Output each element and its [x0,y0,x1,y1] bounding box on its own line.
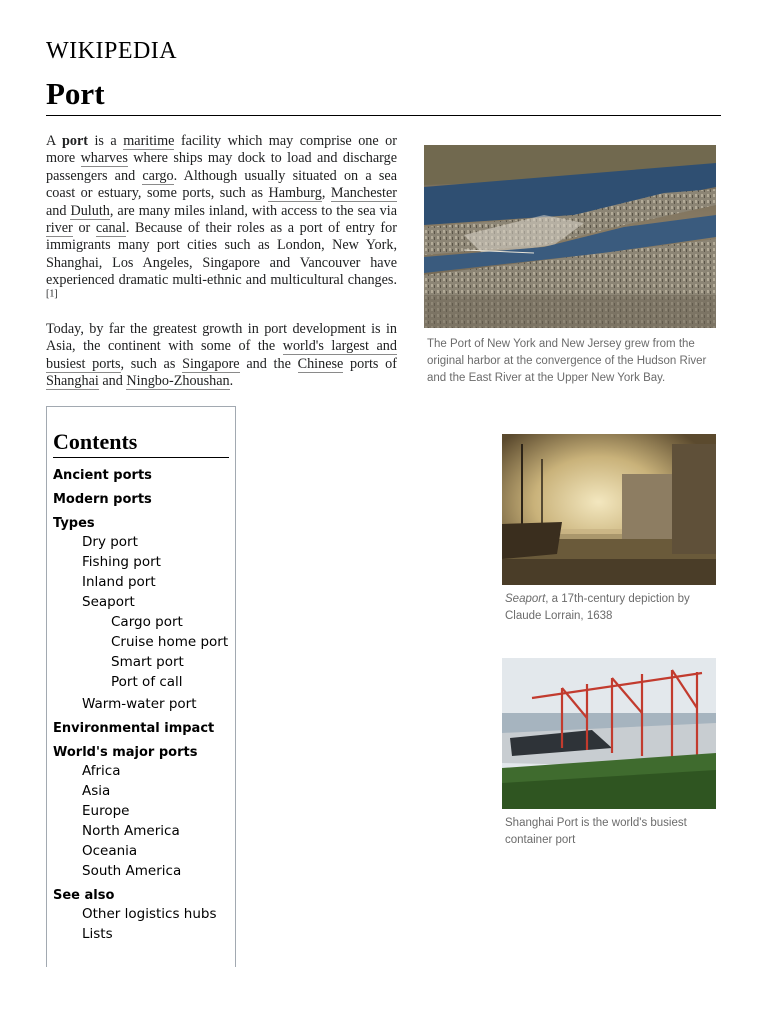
text-run: , [321,185,331,202]
text-run: is a [87,133,124,149]
toc-item[interactable]: Africa [82,763,121,779]
toc-item[interactable]: South America [82,863,182,879]
toc-item[interactable]: Asia [82,783,111,799]
article-link[interactable]: Manchester [330,185,398,202]
article-link[interactable]: cargo [142,167,174,184]
article-link[interactable]: Shanghai [46,373,99,390]
lead-section [46,133,397,405]
figure-shanghai [502,658,716,849]
text-run: facility which may comprise one or more [46,133,398,167]
article-link[interactable]: world's largest and busiest ports [46,338,397,372]
toc-item[interactable]: Other logistics hubs [82,906,217,922]
toc-item[interactable]: Cruise home port [111,634,229,650]
article-link[interactable]: Chinese [297,355,344,372]
article-link[interactable]: river [46,220,73,237]
text-run: A [46,133,62,149]
article-link[interactable]: Singapore [182,355,240,372]
article-link[interactable]: maritime [123,133,175,149]
text-run: Today, by far the greatest growth in port development is in Asia, the continent with some of the [46,321,397,355]
seaport-caption-rest: , a 17th-century depiction by Claude Lorrain, 1638 [505,593,690,622]
text-run: , such as [120,355,183,372]
bold-term: port [61,133,88,149]
toc-item[interactable]: Port of call [111,674,183,690]
toc-item[interactable]: Oceania [82,843,138,859]
text-run: , are many miles inland, with access to the sea via [109,202,397,219]
text-run: . [229,373,234,390]
toc-item[interactable]: Smart port [111,654,184,670]
toc-item[interactable]: World's major ports [53,745,198,760]
toc-item[interactable]: Ancient ports [53,468,152,483]
article-link[interactable]: Ningbo-Zhoushan [126,373,230,390]
toc-item[interactable]: North America [82,823,180,839]
lead-paragraph [46,321,397,391]
article-link[interactable]: Duluth [70,202,110,219]
shanghai-caption: Shanghai Port is the world's busiest container port [505,817,687,846]
toc-item[interactable]: Dry port [82,534,138,550]
wikipedia-logo[interactable]: WIKIPEDIA [46,38,178,64]
toc-item[interactable]: Warm-water port [82,696,197,712]
text-run: where ships may dock to load and discharge passengers and [46,150,397,184]
toc-item[interactable]: Environmental impact [53,721,215,736]
toc-item[interactable]: Fishing port [82,554,161,570]
text-run: and the [239,355,298,372]
toc-item[interactable]: Modern ports [53,492,152,507]
text-run: . Because of their roles as a port of entry for immigrants many port cities such as London, New York, Shanghai, Los Angeles, Singapore and Vancouver have experienced dramatic multi-ethnic and multicultural changes. [46,220,397,289]
seaport-caption-italic: Seaport [505,593,546,605]
text-run: or [72,220,96,237]
toc-item[interactable]: Types [53,516,95,531]
toc-item[interactable]: Inland port [82,574,156,590]
toc-item[interactable]: Cargo port [111,614,183,630]
figure-new-york [424,145,716,387]
seaport-caption [502,591,716,625]
new-york-caption: The Port of New York and New Jersey grew from the original harbor at the convergence of the Hudson River and the East River at the Upper New York Bay. [427,338,707,384]
toc-title: Contents [53,429,229,458]
page-title: Port [46,76,721,116]
toc-item[interactable]: Seaport [82,594,135,610]
text-run: and [98,373,127,390]
toc-item[interactable]: Europe [82,803,130,819]
shanghai-port-image[interactable] [502,658,716,809]
new-york-harbor-image[interactable] [424,145,716,328]
article-link[interactable]: Hamburg [268,185,322,202]
toc-item[interactable]: See also [53,888,115,903]
figure-seaport [502,434,716,625]
article-link[interactable]: canal [95,220,126,237]
text-run: ports of [343,355,397,372]
lead-paragraph [46,133,397,307]
seaport-painting-image[interactable] [502,434,716,585]
citation-link[interactable]: [1] [46,287,58,299]
text-run: . Although usually situated on a sea coast or estuary, some ports, such as [46,167,397,202]
text-run: and [46,202,71,219]
table-of-contents [46,406,236,967]
article-link[interactable]: wharves [80,150,128,167]
toc-item[interactable]: Lists [82,926,113,942]
